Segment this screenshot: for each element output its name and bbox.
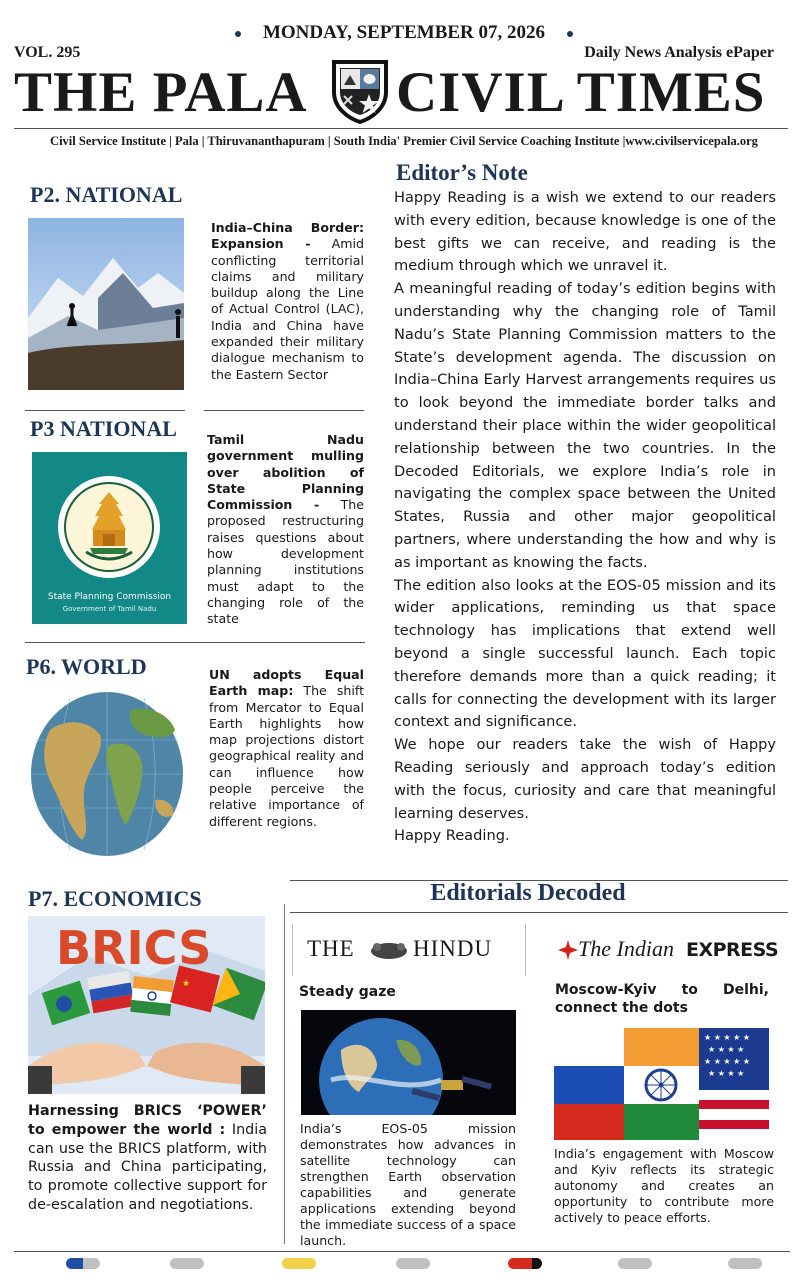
svg-text:★ ★ ★ ★ ★: ★ ★ ★ ★ ★ (704, 1033, 751, 1042)
story-title: Harnessing BRICS ‘POWER’ to empower the world : (28, 1103, 267, 1138)
logo-caption: State Planning Commission (47, 592, 172, 602)
editor-paragraph: The edition also looks at the EOS-05 mission and its wider applications, reminding us that space technology has implications that extend well beyond a single successful launch. Each topic therefore demands more than a quick reading; it calls for connecting the development with its larger context and significance. (394, 576, 776, 731)
edition-date: MONDAY, SEPTEMBER 07, 2026 (0, 22, 808, 44)
indian-express-logo: The Indian EXPRESS (558, 936, 778, 966)
svg-text:★: ★ (182, 979, 191, 989)
page-dot-4[interactable] (396, 1258, 430, 1269)
edition-label: Daily News Analysis ePaper (584, 44, 774, 61)
story-title: Tamil Nadu government mulling over abolition of State Planning Commission - (207, 432, 364, 513)
satellite-earth-image (301, 1010, 516, 1115)
section-heading-p3: P3 NATIONAL (30, 416, 177, 441)
svg-text:★ ★ ★ ★ ★: ★ ★ ★ ★ ★ (704, 1057, 751, 1066)
logo-subcaption: Government of Tamil Nadu (62, 605, 157, 613)
story-text: The shift from Mercator to Equal Earth highlights how map projections distort geographical reality and can influence how people perceive the relative importance of different regions. (209, 683, 365, 829)
page-dot-5[interactable] (508, 1258, 542, 1269)
tagline: Civil Service Institute | Pala | Thiruvananthapuram | South India' Premier Civil Service Coaching Institute |www.civilservicepala.org (50, 134, 758, 148)
equal-earth-map (30, 690, 184, 858)
brics-wordmark: BRICS (56, 921, 212, 975)
section-heading-p7: P7. ECONOMICS (28, 886, 202, 911)
flags-collage-image (554, 1028, 769, 1140)
editorial-title: Moscow-Kyiv to Delhi, connect the dots (555, 982, 769, 1016)
masthead-title-left: THE PALA (14, 61, 308, 124)
story-title: India–China Border: Expansion - (211, 220, 364, 252)
story-p3 (207, 432, 364, 628)
brics-handshake-image (28, 916, 265, 1094)
editorial-text: India’s engagement with Moscow and Kyiv reflects its strategic autonomy and creates an opportunity to contribute more actively to peace efforts. (554, 1146, 774, 1225)
editor-paragraph: Happy Reading. (394, 827, 510, 845)
bullet-icon (235, 31, 241, 37)
editor-note-heading: Editor’s Note (396, 160, 528, 185)
story-title: UN adopts Equal Earth map: (209, 667, 364, 699)
volume-number: VOL. 295 (14, 44, 81, 61)
divider (25, 410, 185, 411)
story-p6 (209, 667, 364, 830)
story-p7 (28, 1102, 267, 1215)
story-text: The proposed restructuring raises questions about how development planning institutions must adapt to the changing role of the state (207, 497, 364, 627)
crest-logo-icon (328, 58, 392, 124)
divider (290, 912, 788, 913)
the-hindu-logo: THE HINDU (292, 924, 526, 976)
footer-rule (14, 1251, 790, 1252)
vertical-divider (284, 904, 285, 1244)
decoded-heading: Editorials Decoded (430, 880, 626, 906)
svg-text:★ ★ ★ ★: ★ ★ ★ ★ (708, 1069, 745, 1078)
editor-paragraph: A meaningful reading of today’s edition begins with understanding why the changing role of Tamil Nadu’s State Planning Commission matters to the State’s development agenda. The discussion on India–China Early Harvest arrangements requires us to look beyond the immediate border talks and understand their place within the wider geopolitical relationship between the two countries. In the Decoded Editorials, we explore India’s role in navigating the complex space between the United States, Russia and other major geopolitical partners, where understanding the how and why is as important as knowing the facts. (394, 280, 776, 571)
divider (204, 410, 364, 411)
story-text: India can use the BRICS platform, with Russia and China participating, to promote collective support for de-escalation and negotiations. (28, 1121, 267, 1213)
tn-emblem-icon (56, 474, 162, 580)
express-mark-icon (558, 940, 578, 960)
svg-text:★ ★ ★ ★: ★ ★ ★ ★ (708, 1045, 745, 1054)
editor-paragraph: We hope our readers take the wish of Happy Reading seriously and approach today’s edition with the focus, curiosity and care that meaningful learning deserves. (394, 736, 776, 822)
editorial-title: Steady gaze (299, 984, 396, 1000)
hindu-emblem-icon (369, 937, 409, 961)
tn-planning-logo (32, 452, 187, 624)
story-p2 (211, 220, 364, 383)
masthead-title-right: CIVIL TIMES (396, 61, 766, 124)
editorial-text: India’s EOS-05 mission demonstrates how advances in satellite technology can strengthen Earth observation capabilities and generate applications extending beyond the immediate success of a space launch. (300, 1121, 516, 1248)
masthead-rule (14, 128, 788, 129)
page-dot-3[interactable] (282, 1258, 316, 1269)
page-dot-7[interactable] (728, 1258, 762, 1269)
editor-note-body (394, 187, 776, 848)
page-dot-2[interactable] (170, 1258, 204, 1269)
editor-paragraph: Happy Reading is a wish we extend to our readers with every edition, because knowledge is one of the best gifts we can receive, and reading is the medium through which we unravel it. (394, 189, 776, 275)
section-heading-p6: P6. WORLD (26, 654, 147, 679)
page-dot-1[interactable] (66, 1258, 100, 1269)
section-heading-p2: P2. NATIONAL (30, 182, 183, 207)
mountain-border-photo (28, 218, 184, 390)
bullet-icon (567, 31, 573, 37)
divider (25, 642, 365, 643)
story-text: Amid conflicting territorial claims and military buildup along the Line of Actual Control (LAC), India and China have expanded their military dialogue mechanism to the Eastern Sector (211, 236, 364, 382)
page-dot-6[interactable] (618, 1258, 652, 1269)
